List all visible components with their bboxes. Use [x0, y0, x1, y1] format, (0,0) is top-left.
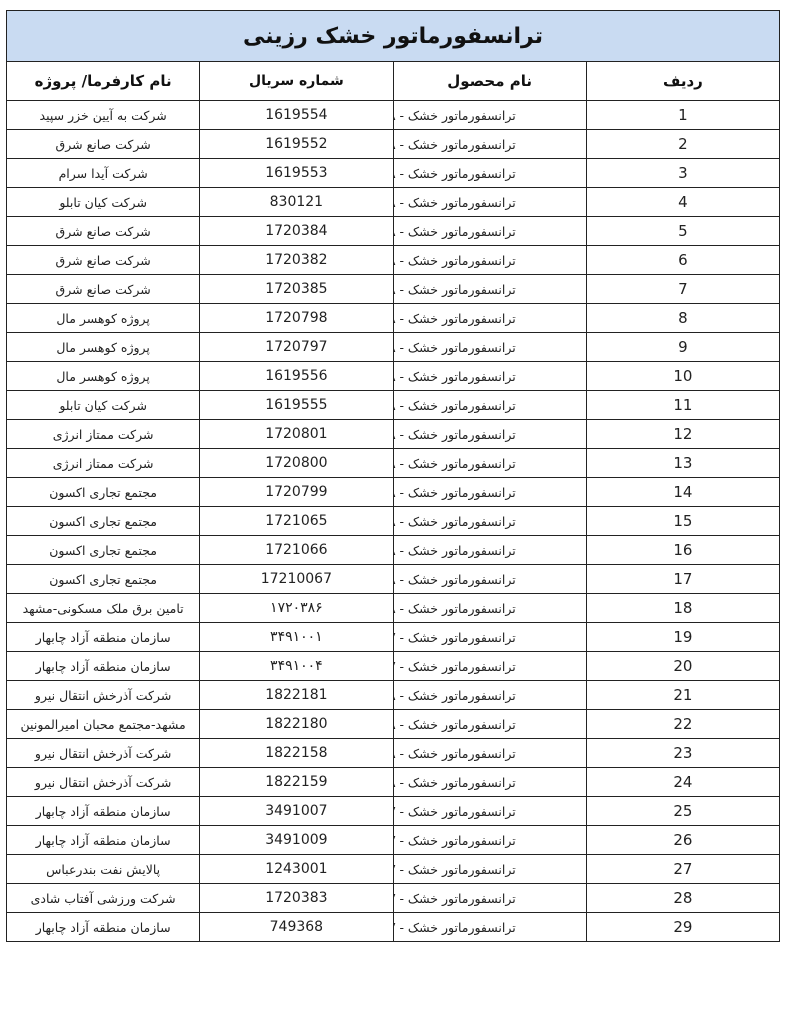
row-index: 6 [586, 246, 779, 275]
table-row [7, 710, 780, 739]
row-product: ترانسفورماتور خشک - [393, 275, 586, 304]
row-serial: 749368 [200, 913, 393, 942]
row-index: 16 [586, 536, 779, 565]
row-serial: 1721066 [200, 536, 393, 565]
row-index: 7 [586, 275, 779, 304]
row-serial: ۱۷۲۰۳۸۶ [200, 594, 393, 623]
row-client: شرکت صانع شرق [7, 217, 200, 246]
table-row [7, 449, 780, 478]
table-row [7, 681, 780, 710]
table-row [7, 623, 780, 652]
table-row [7, 507, 780, 536]
row-index: 15 [586, 507, 779, 536]
row-serial: 1721065 [200, 507, 393, 536]
row-product: ترانسفورماتور خشک - [393, 101, 586, 130]
table-title: ترانسفورماتور خشک رزینی [7, 11, 780, 62]
row-serial: 1720383 [200, 884, 393, 913]
row-index: 8 [586, 304, 779, 333]
table-row [7, 275, 780, 304]
header-row [7, 62, 780, 101]
table-row [7, 217, 780, 246]
row-product: ترانسفورماتور خشک - [393, 797, 586, 826]
row-serial: 1243001 [200, 855, 393, 884]
table-row [7, 739, 780, 768]
row-product: ترانسفورماتور خشک - [393, 565, 586, 594]
table-row [7, 826, 780, 855]
table-row [7, 130, 780, 159]
row-product: ترانسفورماتور خشک - [393, 507, 586, 536]
row-client: مجتمع تجاری اکسون [7, 536, 200, 565]
row-product: ترانسفورماتور خشک - [393, 130, 586, 159]
row-serial: 1720384 [200, 217, 393, 246]
row-product: ترانسفورماتور خشک - [393, 188, 586, 217]
row-client: شرکت صانع شرق [7, 246, 200, 275]
row-client: شرکت آیدا سرام [7, 159, 200, 188]
row-index: 13 [586, 449, 779, 478]
row-client: سازمان منطقه آزاد چابهار [7, 913, 200, 942]
row-product: ترانسفورماتور خشک - [393, 884, 586, 913]
table-row [7, 362, 780, 391]
row-product: ترانسفورماتور خشک - [393, 623, 586, 652]
row-index: 5 [586, 217, 779, 246]
row-index: 26 [586, 826, 779, 855]
table-row [7, 188, 780, 217]
row-serial: 1822158 [200, 739, 393, 768]
row-serial: ۳۴۹۱۰۰۴ [200, 652, 393, 681]
row-client: سازمان منطقه آزاد چابهار [7, 623, 200, 652]
row-index: 12 [586, 420, 779, 449]
row-client: شرکت کیان تابلو [7, 188, 200, 217]
row-index: 22 [586, 710, 779, 739]
row-index: 23 [586, 739, 779, 768]
row-product: ترانسفورماتور خشک - [393, 739, 586, 768]
row-client: سازمان منطقه آزاد چابهار [7, 826, 200, 855]
table-row [7, 246, 780, 275]
row-serial: 1619553 [200, 159, 393, 188]
row-product: ترانسفورماتور خشک - [393, 449, 586, 478]
row-product: ترانسفورماتور خشک - [393, 710, 586, 739]
row-product: ترانسفورماتور خشک - [393, 391, 586, 420]
row-index: 24 [586, 768, 779, 797]
row-index: 3 [586, 159, 779, 188]
row-index: 21 [586, 681, 779, 710]
row-serial: 1619552 [200, 130, 393, 159]
row-index: 10 [586, 362, 779, 391]
row-serial: 1720801 [200, 420, 393, 449]
row-index: 28 [586, 884, 779, 913]
row-client: شرکت صانع شرق [7, 130, 200, 159]
table-row [7, 536, 780, 565]
table-row [7, 768, 780, 797]
table-row [7, 478, 780, 507]
row-serial: 3491009 [200, 826, 393, 855]
row-product: ترانسفورماتور خشک - [393, 362, 586, 391]
table-row [7, 594, 780, 623]
row-product: ترانسفورماتور خشک - [393, 681, 586, 710]
table-row [7, 652, 780, 681]
row-client: شرکت آذرخش انتقال نیرو [7, 768, 200, 797]
row-client: مشهد-مجتمع محبان امیرالمونین [7, 710, 200, 739]
table-row [7, 391, 780, 420]
table-row [7, 420, 780, 449]
row-serial: 17210067 [200, 565, 393, 594]
row-serial: 1720797 [200, 333, 393, 362]
row-serial: 1720799 [200, 478, 393, 507]
header-client: نام کارفرما/ پروژه [7, 62, 200, 101]
table-row [7, 855, 780, 884]
row-client: تامین برق ملک مسکونی-مشهد [7, 594, 200, 623]
row-index: 14 [586, 478, 779, 507]
row-product: ترانسفورماتور خشک - [393, 594, 586, 623]
table-row [7, 797, 780, 826]
title-row [7, 11, 780, 62]
row-index: 17 [586, 565, 779, 594]
row-client: مجتمع تجاری اکسون [7, 507, 200, 536]
row-client: پروژه کوهسر مال [7, 362, 200, 391]
table-row [7, 565, 780, 594]
header-serial: شماره سریال [200, 62, 393, 101]
row-index: 25 [586, 797, 779, 826]
row-client: شرکت ممتاز انرژی [7, 449, 200, 478]
row-serial: ۳۴۹۱۰۰۱ [200, 623, 393, 652]
row-index: 2 [586, 130, 779, 159]
row-index: 18 [586, 594, 779, 623]
row-index: 19 [586, 623, 779, 652]
row-product: ترانسفورماتور خشک - [393, 304, 586, 333]
table-row [7, 333, 780, 362]
row-client: پالایش نفت بندرعباس [7, 855, 200, 884]
row-product: ترانسفورماتور خشک - [393, 913, 586, 942]
row-client: شرکت صانع شرق [7, 275, 200, 304]
row-serial: 3491007 [200, 797, 393, 826]
row-client: سازمان منطقه آزاد چابهار [7, 797, 200, 826]
row-serial: 1720382 [200, 246, 393, 275]
header-index: ردیف [586, 62, 779, 101]
row-product: ترانسفورماتور خشک - [393, 159, 586, 188]
row-product: ترانسفورماتور خشک - [393, 536, 586, 565]
row-product: ترانسفورماتور خشک - [393, 333, 586, 362]
row-index: 4 [586, 188, 779, 217]
row-serial: 1720800 [200, 449, 393, 478]
row-client: پروژه کوهسر مال [7, 304, 200, 333]
row-serial: 1619554 [200, 101, 393, 130]
row-serial: 830121 [200, 188, 393, 217]
row-product: ترانسفورماتور خشک - [393, 478, 586, 507]
row-product: ترانسفورماتور خشک - [393, 246, 586, 275]
row-client: شرکت کیان تابلو [7, 391, 200, 420]
row-client: پروژه کوهسر مال [7, 333, 200, 362]
row-client: شرکت به آیین خزر سپید [7, 101, 200, 130]
row-client: مجتمع تجاری اکسون [7, 478, 200, 507]
row-client: شرکت آذرخش انتقال نیرو [7, 739, 200, 768]
row-client: سازمان منطقه آزاد چابهار [7, 652, 200, 681]
row-product: ترانسفورماتور خشک - [393, 768, 586, 797]
row-client: مجتمع تجاری اکسون [7, 565, 200, 594]
row-serial: 1619555 [200, 391, 393, 420]
row-client: شرکت ورزشی آفتاب شادی [7, 884, 200, 913]
table-row [7, 101, 780, 130]
table-row [7, 304, 780, 333]
row-serial: 1619556 [200, 362, 393, 391]
row-client: شرکت آذرخش انتقال نیرو [7, 681, 200, 710]
header-product: نام محصول [393, 62, 586, 101]
row-serial: 1822159 [200, 768, 393, 797]
table-row [7, 159, 780, 188]
row-index: 27 [586, 855, 779, 884]
row-index: 9 [586, 333, 779, 362]
row-product: ترانسفورماتور خشک - [393, 826, 586, 855]
row-serial: 1720385 [200, 275, 393, 304]
table-body [7, 101, 780, 942]
table-row [7, 913, 780, 942]
transformer-sheet [6, 10, 780, 942]
row-product: ترانسفورماتور خشک - [393, 652, 586, 681]
table-row [7, 884, 780, 913]
row-index: 1 [586, 101, 779, 130]
row-index: 29 [586, 913, 779, 942]
row-index: 11 [586, 391, 779, 420]
row-serial: 1822181 [200, 681, 393, 710]
transformer-table [6, 10, 780, 942]
row-index: 20 [586, 652, 779, 681]
row-product: ترانسفورماتور خشک - [393, 420, 586, 449]
row-product: ترانسفورماتور خشک - [393, 855, 586, 884]
row-client: شرکت ممتاز انرژی [7, 420, 200, 449]
row-serial: 1822180 [200, 710, 393, 739]
row-serial: 1720798 [200, 304, 393, 333]
row-product: ترانسفورماتور خشک - [393, 217, 586, 246]
